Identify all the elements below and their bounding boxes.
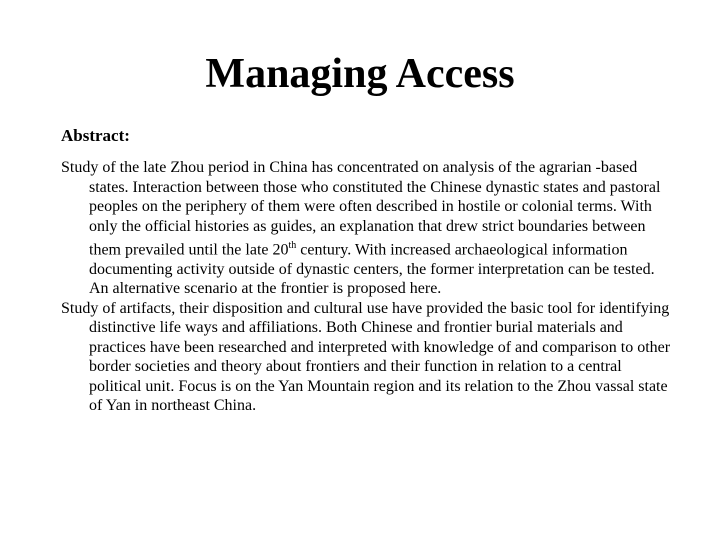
- abstract-paragraph-2: Study of artifacts, their disposition and cultural use have provided the basic tool for identifying distinctive life ways and affiliations. Both Chinese and frontier burial materials and practices have been researched and interpreted with knowledge of and comparison to other border societies and theory about frontiers and their function in relation to a central political unit. Focus is on the Yan Mountain region and its relation to the Zhou vassal state of Yan in northeast China.: [61, 299, 671, 415]
- abstract-heading: Abstract:: [61, 126, 130, 145]
- ordinal-superscript: th: [288, 240, 297, 251]
- paragraph-1-text-end: century. With increased archaeological information documenting activity outside of dynastic centers, the former interpretation can be tested. An alternative scenario at the frontier is proposed here.: [89, 241, 655, 298]
- abstract-paragraph-1: [61, 158, 671, 299]
- paragraph-1-text-start: Study of the late Zhou period in China has concentrated on analysis of the agrarian -based states. Interaction between those who constituted the Chinese dynastic states and pastoral peoples on the periphery of them were often described in hostile or colonial terms. With only the official histories as guides, an explanation that drew strict boundaries between them prevailed until the late 20: [61, 159, 661, 259]
- slide-title: Managing Access: [205, 51, 515, 97]
- slide-content: [61, 125, 671, 416]
